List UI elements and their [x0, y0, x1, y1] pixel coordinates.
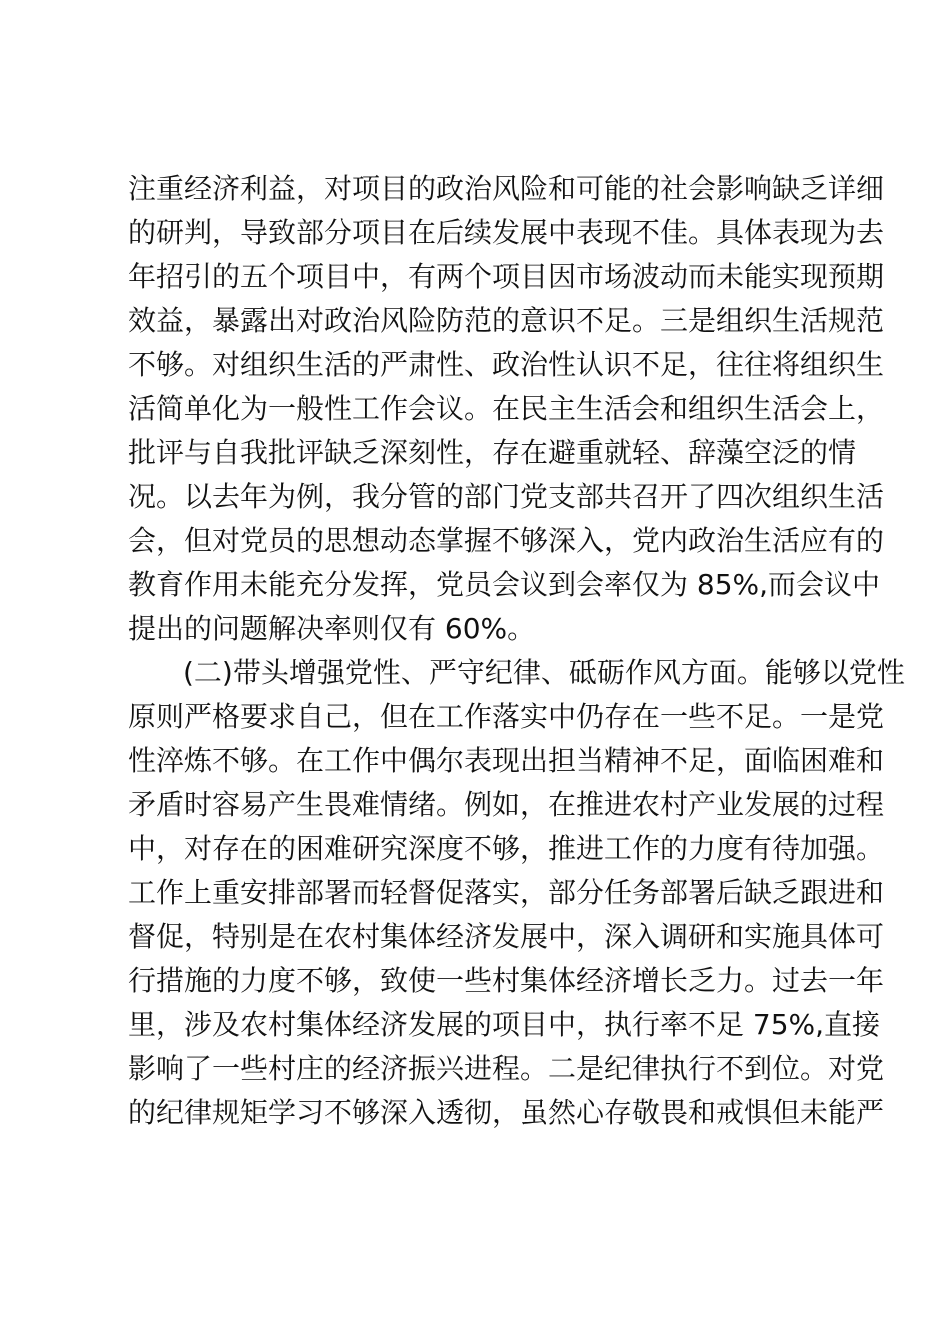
- text-line: 影响了一些村庄的经济振兴进程。二是纪律执行不到位。对党: [128, 1052, 885, 1085]
- text-line: 年招引的五个项目中，有两个项目因市场波动而未能实现预期: [128, 260, 885, 293]
- text-line: 性淬炼不够。在工作中偶尔表现出担当精神不足，面临困难和: [128, 744, 885, 777]
- text-line: 活简单化为一般性工作会议。在民主生活会和组织生活会上，: [128, 392, 885, 425]
- text-line: 况。以去年为例，我分管的部门党支部共召开了四次组织生活: [128, 480, 885, 513]
- text-line: 工作上重安排部署而轻督促落实，部分任务部署后缺乏跟进和: [128, 876, 885, 909]
- text-line: 中，对存在的困难研究深度不够，推进工作的力度有待加强。: [128, 832, 885, 865]
- text-line: 的研判，导致部分项目在后续发展中表现不佳。具体表现为去: [128, 216, 885, 249]
- text-line: 批评与自我批评缺乏深刻性，存在避重就轻、辞藻空泛的情: [128, 436, 857, 469]
- text-line: 矛盾时容易产生畏难情绪。例如，在推进农村产业发展的过程: [128, 788, 885, 821]
- text-line: 督促，特别是在农村集体经济发展中，深入调研和实施具体可: [128, 920, 885, 953]
- text-line: 注重经济利益，对项目的政治风险和可能的社会影响缺乏详细: [128, 172, 885, 205]
- text-line: 的纪律规矩学习不够深入透彻，虽然心存敬畏和戒惧但未能严: [128, 1096, 885, 1129]
- text-line: 里，涉及农村集体经济发展的项目中，执行率不足 75%,直接: [128, 1008, 881, 1041]
- text-line: 原则严格要求自己，但在工作落实中仍存在一些不足。一是党: [128, 700, 885, 733]
- text-line: 会，但对党员的思想动态掌握不够深入，党内政治生活应有的: [128, 524, 885, 557]
- text-line: 效益，暴露出对政治风险防范的意识不足。三是组织生活规范: [128, 304, 885, 337]
- text-line: 提出的问题解决率则仅有 60%。: [128, 612, 536, 645]
- section-heading-line: (二)带头增强党性、严守纪律、砥砺作风方面。能够以党性: [183, 656, 905, 689]
- text-line: 不够。对组织生活的严肃性、政治性认识不足，往往将组织生: [128, 348, 885, 381]
- text-line: 行措施的力度不够，致使一些村集体经济增长乏力。过去一年: [128, 964, 885, 997]
- text-line: 教育作用未能充分发挥，党员会议到会率仅为 85%,而会议中: [128, 568, 881, 601]
